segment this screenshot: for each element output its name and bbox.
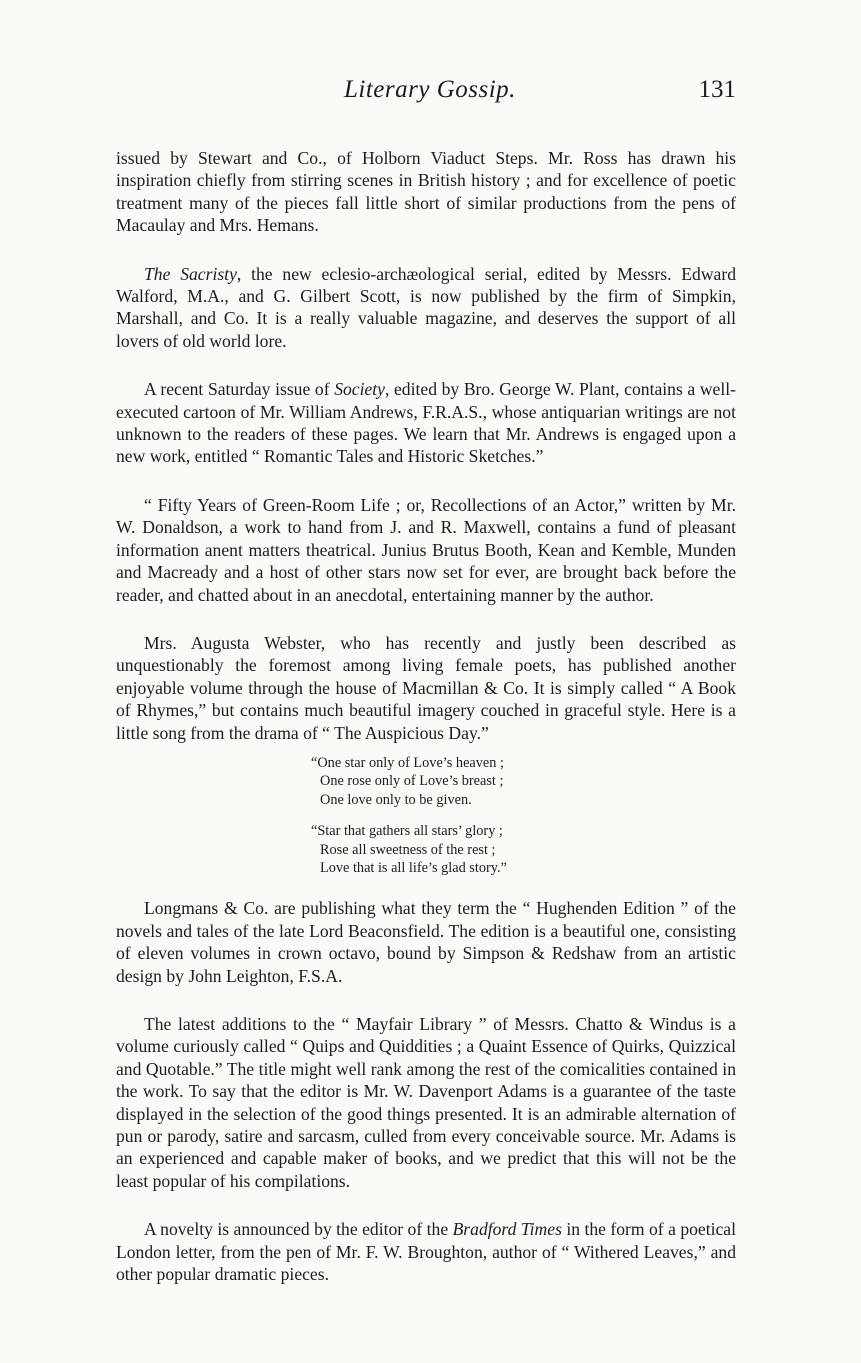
poem-line: “Star that gathers all stars’ glory ;	[311, 823, 503, 840]
italic-title: The Sacristy	[144, 263, 237, 284]
article-body	[116, 147, 736, 1285]
paragraph-sacristy	[116, 263, 736, 353]
italic-title: Bradford Times	[452, 1219, 562, 1240]
poem-line: Rose all sweetness of the rest ;	[320, 841, 496, 858]
poem-line: Love that is all life’s glad story.”	[320, 859, 507, 876]
paragraph-text: , edited by Bro. George W. Plant, contains a well-executed cartoon of Mr. William Andrews, F.R.A.S., whose antiquarian writings are not unknown to the readers of these pages. We learn that Mr. Andrews is engaged upon a new work, entitled “ Romantic Tales and Historic Sketches.”	[116, 379, 736, 467]
paragraph-text: Longmans & Co. are publishing what they term the “ Hughenden Edition ” of the novels and tales of the late Lord Beaconsfield. The edition is a beautiful one, consisting of eleven volumes in crown octavo, bound by Simpson & Redshaw from an artistic design by John Leighton, F.S.A.	[116, 898, 736, 986]
paragraph-text: , the new eclesio-archæological serial, edited by Messrs. Edward Walford, M.A., and G. Gilbert Scott, is now published by the firm of Simpkin, Marshall, and Co. It is a really valuable magazine, and deserves the support of all lovers of old world lore.	[116, 263, 736, 351]
paragraph-augusta-webster	[116, 632, 736, 744]
poem-line: “One star only of Love’s heaven ;	[311, 754, 504, 771]
paragraph-text: issued by Stewart and Co., of Holborn Viaduct Steps. Mr. Ross has drawn his inspiration chiefly from stirring scenes in British history ; and for excellence of poetic treatment many of the pieces fall little short of similar productions from the pens of Macaulay and Mrs. Hemans.	[116, 148, 736, 236]
paragraph-mayfair-library	[116, 1013, 736, 1192]
paragraph-bradford-times	[116, 1218, 736, 1285]
italic-title: Society	[334, 379, 385, 400]
running-title: Literary Gossip.	[344, 76, 516, 103]
paragraph-text: The latest additions to the “ Mayfair Library ” of Messrs. Chatto & Windus is a volume curiously called “ Quips and Quiddities ; a Quaint Essence of Quirks, Quizzical and Quotable.” The title might well rank among the rest of the comicalities contained in the work. To say that the editor is Mr. W. Davenport Adams is a guarantee of the taste displayed in the selection of the good things presented. It is an admirable alternation of pun or parody, satire and sarcasm, culled from every conceivable source. Mr. Adams is an experienced and capable maker of books, and we predict that this will not be the least popular of his compilations.	[116, 1014, 736, 1191]
paragraph-text: A novelty is announced by the editor of the	[144, 1219, 453, 1240]
page-number: 131	[698, 76, 736, 103]
poem-stanza	[311, 754, 736, 809]
paragraph-ross-poems	[116, 147, 736, 237]
paragraph-society-cartoon	[116, 378, 736, 468]
running-header	[116, 76, 736, 116]
paragraph-green-room-life	[116, 494, 736, 606]
poem-line: One rose only of Love’s breast ;	[320, 773, 504, 790]
poem-quotation	[311, 754, 736, 877]
paragraph-text: A recent Saturday issue of	[144, 379, 335, 400]
paragraph-text: Mrs. Augusta Webster, who has recently and justly been described as unquestionably the foremost among living female poets, has published another enjoyable volume through the house of Macmillan & Co. It is simply called “ A Book of Rhymes,” but contains much beautiful imagery couched in graceful style. Here is a little song from the drama of “ The Auspicious Day.”	[116, 632, 736, 743]
paragraph-hughenden-edition	[116, 897, 736, 987]
paragraph-text: in the form of a poetical London letter, from the pen of Mr. F. W. Broughton, author of “ Withered Leaves,” and other popular dramatic pieces.	[116, 1219, 737, 1285]
poem-line: One love only to be given.	[320, 791, 472, 808]
paragraph-text: “ Fifty Years of Green-Room Life ; or, Recollections of an Actor,” written by Mr. W. Donaldson, a work to hand from J. and R. Maxwell, contains a fund of pleasant information anent matters theatrical. Junius Brutus Booth, Kean and Kemble, Munden and Macready and a host of other stars now set for ever, are brought back before the reader, and chatted about in an anecdotal, entertaining manner by the author.	[116, 494, 736, 605]
poem-stanza	[311, 822, 736, 877]
